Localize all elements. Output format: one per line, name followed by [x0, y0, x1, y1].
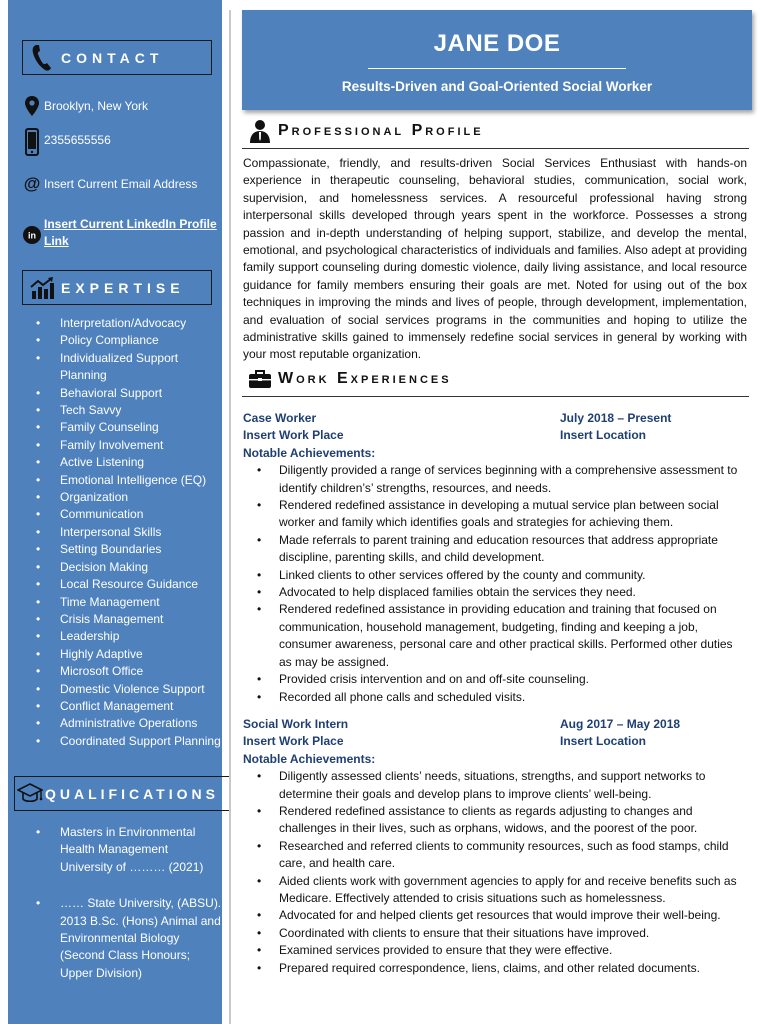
- profile-heading: Professional Profile: [278, 122, 484, 139]
- location-text: Brooklyn, New York: [44, 99, 149, 113]
- name-banner: [242, 10, 752, 110]
- expertise-item: • Domestic Violence Support: [36, 681, 222, 698]
- job-achievements-list: [255, 768, 747, 977]
- chart-growth-icon: [23, 277, 61, 299]
- email-row[interactable]: [22, 174, 197, 194]
- job-place: Insert Work Place: [243, 734, 344, 749]
- contact-heading: CONTACT: [61, 49, 164, 66]
- sidebar: [8, 0, 222, 1024]
- achievement-item: • Coordinated with clients to ensure that their situations have improved.: [255, 925, 747, 942]
- job-case-worker: [243, 410, 747, 706]
- person-role: Results-Driven and Goal-Oriented Social Worker: [341, 79, 653, 94]
- job-dates: Aug 2017 – May 2018: [560, 717, 681, 731]
- qualifications-heading-box: [14, 776, 230, 811]
- expertise-item: • Time Management: [36, 594, 222, 611]
- achievements-label: Notable Achievements:: [243, 751, 376, 766]
- expertise-heading-box: [22, 270, 212, 305]
- column-divider: [229, 10, 231, 1024]
- achievement-item: • Advocated to help displaced families obtain the services they need.: [255, 584, 747, 601]
- achievement-item: • Provided crisis intervention and on and off-site counseling.: [255, 671, 747, 688]
- expertise-item: • Coordinated Support Planning: [36, 733, 222, 750]
- contact-heading-box: [22, 40, 212, 75]
- achievement-item: • Recorded all phone calls and scheduled visits.: [255, 689, 747, 706]
- phone-text: 2355655556: [44, 133, 111, 147]
- person-name: JANE DOE: [433, 30, 561, 57]
- achievement-item: • Linked clients to other services offered by the county and community.: [255, 567, 747, 584]
- expertise-item: • Conflict Management: [36, 698, 222, 715]
- expertise-item: • Family Counseling: [36, 419, 222, 436]
- map-pin-icon: [22, 96, 42, 116]
- job-achievements-list: [255, 462, 747, 706]
- profile-text: Compassionate, friendly, and results-driven Social Services Enthusiast with hands-on experience in therapeutic counseling, behavioral studies, communication, social work, supervision, and homelessness services. A resourceful professional having strong interpersonal skills developed through years spent in the workforce. Possesses a strong passion and in-depth understanding of helping support, stabilize, and develop the mental, emotional, and psychological characteristics of individuals and families. Also adept at providing family support counseling during domestic violence, daily living assistance, and local resource guidance for family members ensuring their goals are met. Noted for using out of the box techniques in improving the minds and lives of people, through development, implementation, and evaluation of social services programs in the communities and hoping to utilize the administrative skills gained to immensely redefine social services in general by working with your most reputable organization.: [243, 156, 747, 362]
- work-rule: [242, 396, 749, 397]
- achievement-item: • Rendered redefined assistance in providing education and training that focused on communication, household management, budgeting, finding and keeping a job, consumer awareness, personal care and other practical skills. Performed other duties as may be assigned.: [255, 601, 747, 671]
- banner-rule: [368, 68, 626, 69]
- achievement-item: • Diligently assessed clients’ needs, situations, strengths, and support networks to determine their goals and develop plans to improve clients’ well-being.: [255, 768, 747, 803]
- expertise-item: • Administrative Operations: [36, 715, 222, 732]
- achievement-item: • Aided clients work with government agencies to apply for and receive benefits such as Medicare. Effectively attended to crisis situations such as homelessness.: [255, 873, 747, 908]
- graduation-cap-icon: [15, 782, 45, 806]
- job-title: Social Work Intern: [243, 717, 349, 731]
- achievement-item: • Diligently provided a range of services beginning with a comprehensive assessment to identify children’s’ strengths, resources, and needs.: [255, 462, 747, 497]
- job-social-work-intern: [243, 716, 747, 977]
- qualification-item: • Masters in Environmental Health Management University of ……… (2021): [36, 824, 222, 876]
- expertise-item: • Emotional Intelligence (EQ): [36, 472, 222, 489]
- expertise-item: • Local Resource Guidance: [36, 576, 222, 593]
- achievement-item: • Rendered redefined assistance to clients as regards adjusting to changes and challenges in their lives, such as orphans, widows, and the poorest of the poor.: [255, 803, 747, 838]
- job-place: Insert Work Place: [243, 428, 344, 443]
- expertise-item: • Active Listening: [36, 454, 222, 471]
- linkedin-row[interactable]: [22, 216, 222, 250]
- achievement-item: • Prepared required correspondence, liens, claims, and other related documents.: [255, 960, 747, 977]
- svg-text:in: in: [28, 230, 36, 241]
- mobile-phone-icon: [22, 128, 42, 156]
- expertise-item: • Behavioral Support: [36, 385, 222, 402]
- linkedin-link[interactable]: Insert Current LinkedIn Profile Link: [44, 217, 217, 248]
- achievement-item: • Researched and referred clients to community resources, such as food stamps, child care, and health care.: [255, 838, 747, 873]
- briefcase-icon: [242, 369, 278, 389]
- expertise-heading: EXPERTISE: [61, 279, 185, 296]
- expertise-item: • Policy Compliance: [36, 332, 222, 349]
- qualifications-heading: QUALIFICATIONS: [45, 785, 219, 802]
- expertise-item: • Communication: [36, 506, 222, 523]
- achievement-item: • Made referrals to parent training and education resources that address appropriate discipline, parenting skills, and child development.: [255, 532, 747, 567]
- phone-handset-icon: [23, 44, 61, 72]
- location-row: [22, 96, 148, 116]
- job-dates: July 2018 – Present: [560, 411, 672, 425]
- achievement-item: • Examined services provided to ensure that they were effective.: [255, 942, 747, 959]
- achievement-item: • Advocated for and helped clients get resources that would improve their well-being.: [255, 907, 747, 924]
- expertise-item: • Family Involvement: [36, 437, 222, 454]
- phone-row: [22, 128, 111, 156]
- job-title: Case Worker: [243, 411, 317, 425]
- expertise-item: • Interpersonal Skills: [36, 524, 222, 541]
- email-text[interactable]: Insert Current Email Address: [44, 177, 198, 191]
- expertise-item: • Interpretation/Advocacy: [36, 315, 222, 332]
- expertise-item: • Tech Savvy: [36, 402, 222, 419]
- profile-section-heading: [242, 118, 749, 149]
- expertise-item: • Decision Making: [36, 559, 222, 576]
- job-location: Insert Location: [560, 428, 647, 443]
- achievement-item: • Rendered redefined assistance in developing a mutual service plan between social worker and family which identifies goals and strategies for achieving them.: [255, 497, 747, 532]
- profile-rule: [242, 148, 749, 149]
- work-section-heading: [242, 366, 749, 397]
- expertise-item: • Setting Boundaries: [36, 541, 222, 558]
- at-sign-icon: @: [23, 174, 41, 193]
- achievements-label: Notable Achievements:: [243, 445, 376, 460]
- qualification-item: • …… State University, (ABSU). 2013 B.Sc. (Hons) Animal and Environmental Biology (Second Class Honours; Upper Division): [36, 895, 222, 982]
- expertise-item: • Leadership: [36, 628, 222, 645]
- person-icon: [242, 119, 278, 143]
- expertise-item: • Individualized Support Planning: [36, 350, 222, 385]
- qualifications-list: [36, 824, 222, 982]
- expertise-item: • Organization: [36, 489, 222, 506]
- expertise-item: • Crisis Management: [36, 611, 222, 628]
- job-location: Insert Location: [560, 734, 647, 749]
- linkedin-icon: [22, 226, 42, 244]
- work-heading: Work Experiences: [278, 370, 452, 387]
- expertise-item: • Highly Adaptive: [36, 646, 222, 663]
- expertise-list: [36, 315, 222, 750]
- expertise-item: • Microsoft Office: [36, 663, 222, 680]
